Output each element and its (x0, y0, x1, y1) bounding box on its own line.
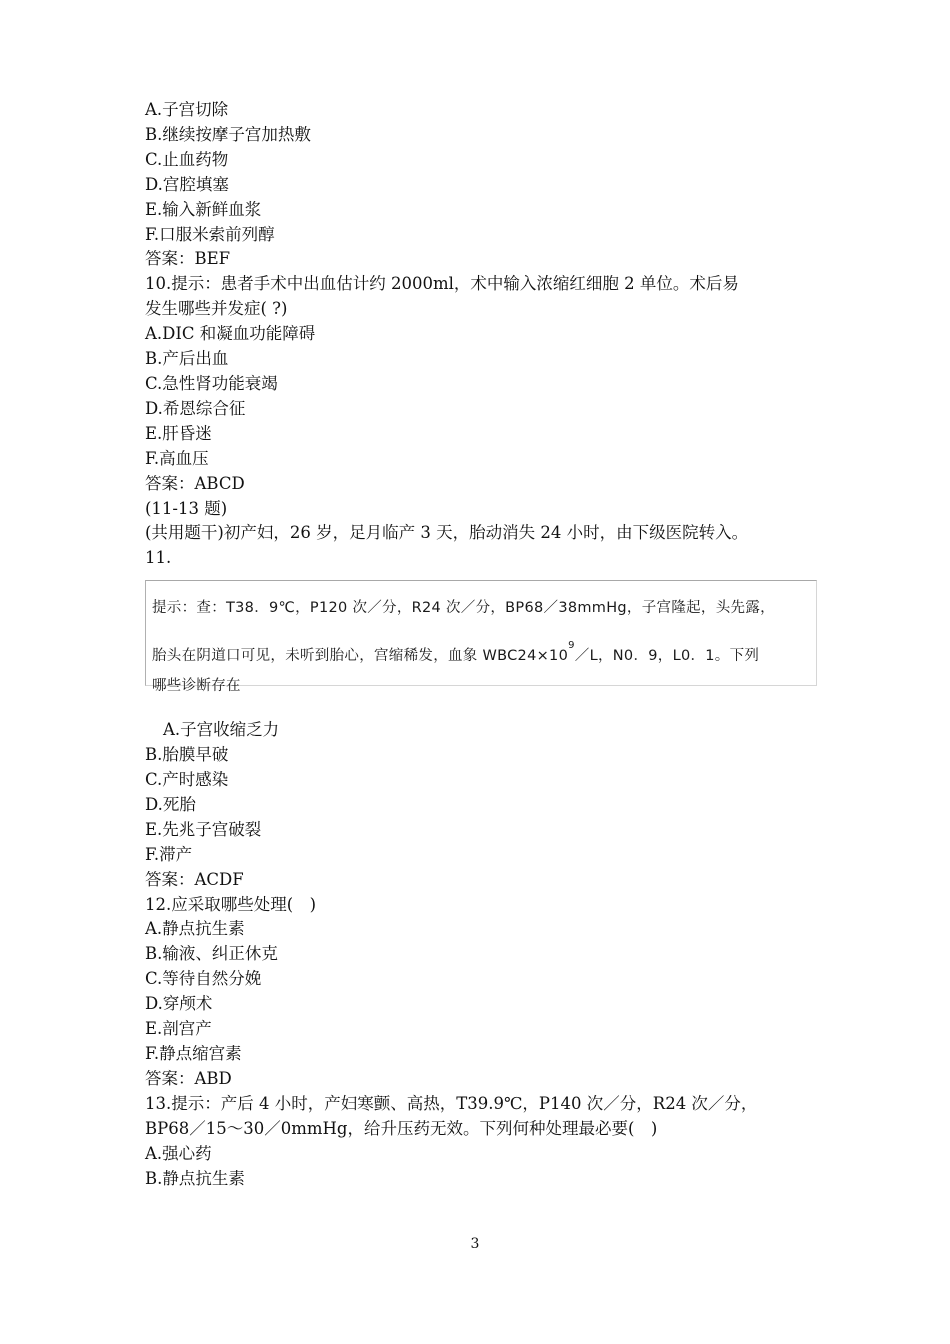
q12-option-a: A.静点抗生素 (145, 919, 245, 939)
q13-option-a: A.强心药 (145, 1143, 212, 1163)
q9-option-e: E.输入新鲜血浆 (145, 199, 262, 219)
q11-hint-line3: 哪些诊断存在 (152, 678, 241, 695)
q10-stem-line2: 发生哪些并发症( ?) (145, 299, 288, 319)
q10-answer: 答案：ABCD (145, 473, 245, 493)
q11-option-b: B.胎膜早破 (145, 745, 229, 765)
q11-hint-superscript: 9 (568, 640, 575, 652)
q9-option-f: F.口服米索前列醇 (145, 224, 275, 244)
q10-option-e: E.肝昏迷 (145, 423, 212, 443)
page-content (145, 98, 810, 1191)
q11-hint-line2-a: 胎头在阴道口可见，未听到胎心，宫缩稀发，血象 WBC24×10 (152, 648, 569, 665)
q10-option-a: A.DIC 和凝血功能障碍 (145, 324, 316, 344)
q11-hint-box (145, 580, 817, 695)
q11-hint-line1: 提示：查：T38．9℃，P120 次／分，R24 次／分，BP68／38mmHg，子宫隆起，头先露， (152, 600, 775, 617)
q11-hint-line2 (152, 627, 810, 675)
q11-option-e: E.先兆子宫破裂 (145, 819, 262, 839)
q9-option-c: C.止血药物 (145, 149, 229, 169)
q12-answer: 答案：ABD (145, 1068, 232, 1088)
q13-stem-line2: BP68／15～30／0mmHg，给升压药无效。下列何种处理最必要( ) (145, 1118, 658, 1138)
q11-option-d: D.死胎 (145, 794, 196, 814)
q11-number: 11. (145, 548, 172, 568)
q10-option-c: C.急性肾功能衰竭 (145, 373, 278, 393)
q11-answer: 答案：ACDF (145, 869, 244, 889)
q11-option-c: C.产时感染 (145, 770, 229, 790)
q12-option-d: D.穿颅术 (145, 994, 213, 1014)
q10-option-d: D.希恩综合征 (145, 398, 246, 418)
q11-hint-line2-b: ／L，N0．9，L0．1。下列 (574, 648, 760, 665)
q12-option-e: E.剖宫产 (145, 1019, 212, 1039)
q12-option-f: F.静点缩宫素 (145, 1044, 242, 1063)
q10-option-f: F.高血压 (145, 448, 209, 468)
q10-stem-line1: 10.提示：患者手术中出血估计约 2000ml，术中输入浓缩红细胞 2 单位。术后易 (145, 274, 739, 294)
q9-option-a: A.子宫切除 (145, 100, 229, 119)
q9-answer: 答案：BEF (145, 249, 231, 269)
q12-option-c: C.等待自然分娩 (145, 969, 262, 989)
q11-option-a: A.子宫收缩乏力 (163, 720, 280, 740)
group-shared-stem: (共用题干)初产妇，26 岁，足月临产 3 天，胎动消失 24 小时，由下级医院转入。 (145, 523, 749, 543)
page-number: 3 (470, 1236, 480, 1252)
group-range: (11-13 题) (145, 498, 228, 518)
q13-stem-line1: 13.提示：产后 4 小时，产妇寒颤、高热，T39.9℃，P140 次／分，R24 次／分， (145, 1093, 758, 1113)
q9-option-b: B.继续按摩子宫加热敷 (145, 124, 311, 144)
q9-option-d: D.宫腔填塞 (145, 174, 229, 194)
q12-stem: 12.应采取哪些处理( ) (145, 894, 317, 914)
q12-option-b: B.输液、纠正休克 (145, 944, 278, 964)
q10-option-b: B.产后出血 (145, 349, 229, 369)
q13-option-b: B.静点抗生素 (145, 1168, 245, 1188)
q11-option-f: F.滞产 (145, 844, 193, 864)
